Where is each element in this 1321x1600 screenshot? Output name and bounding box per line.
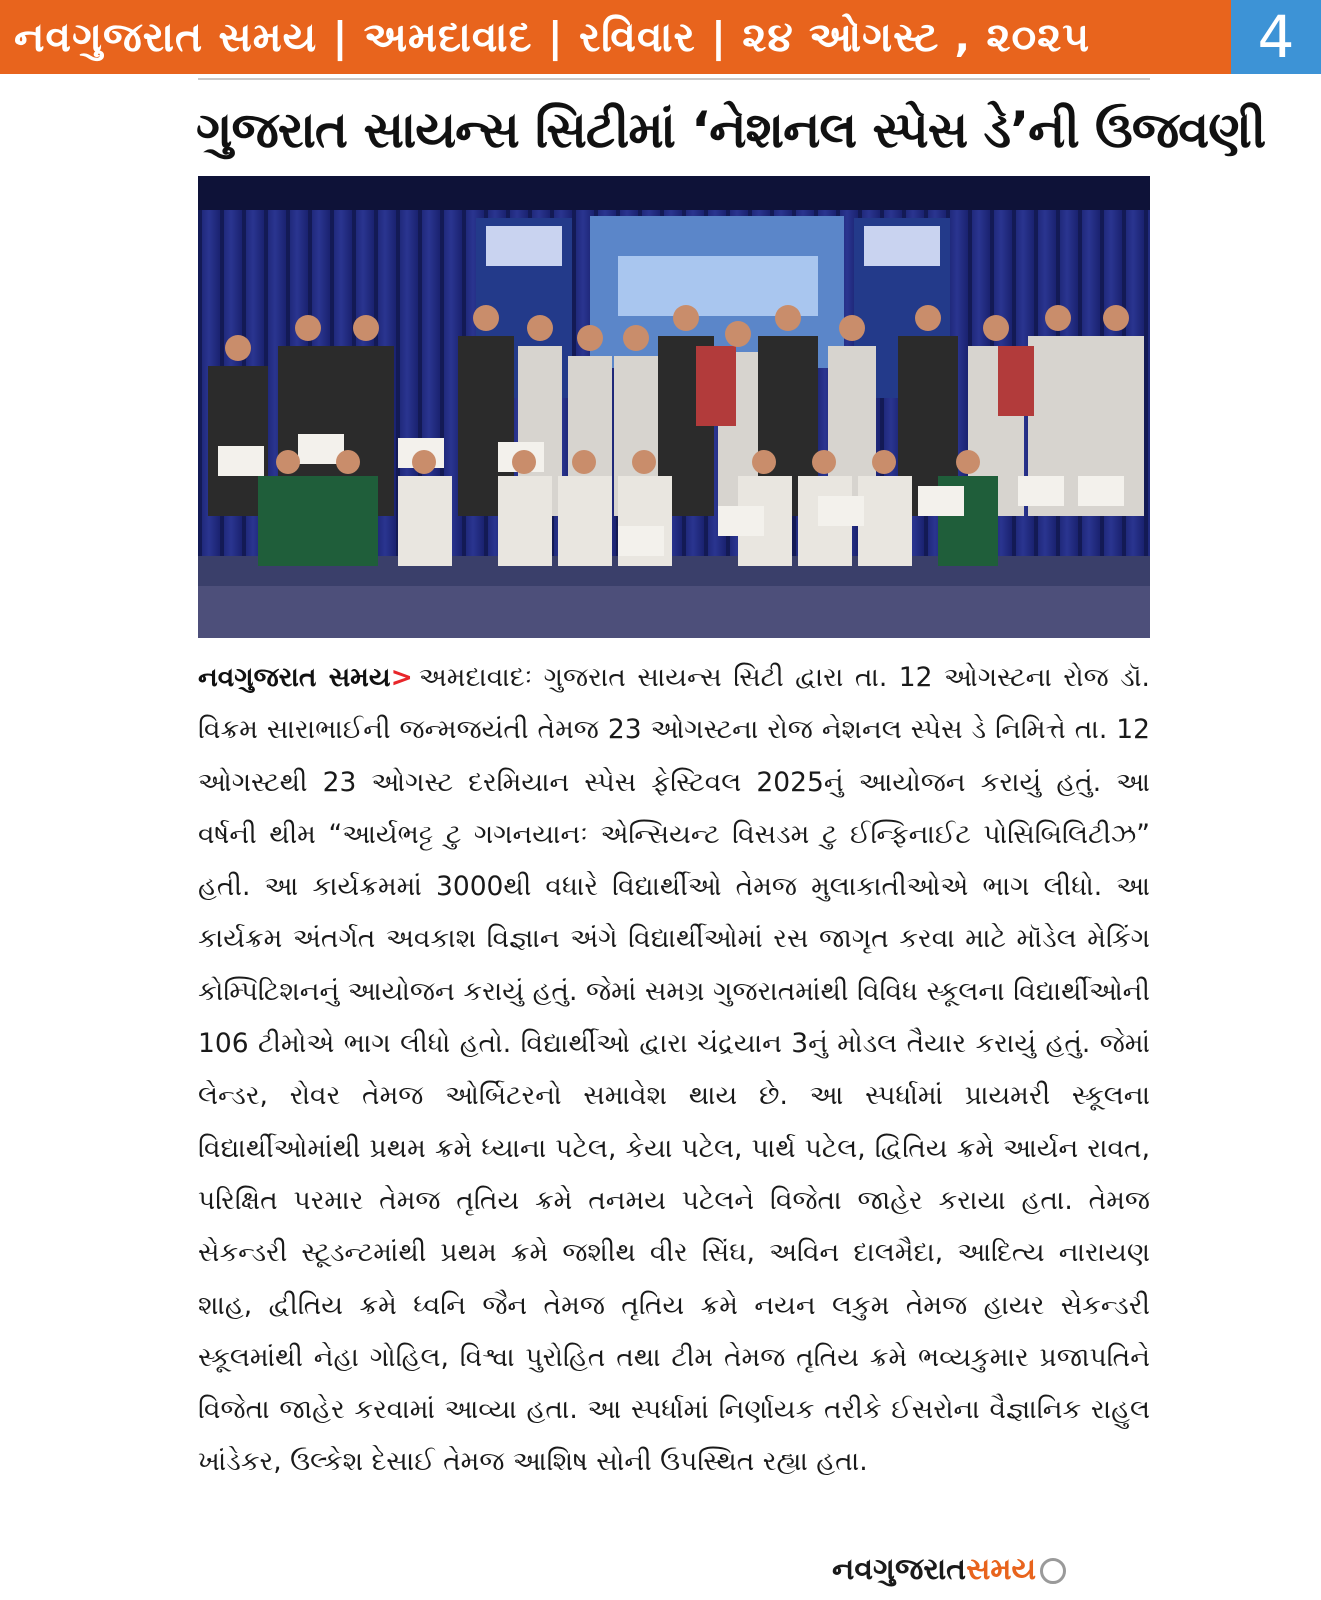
newspaper-signature (832, 1548, 1152, 1592)
page-number-badge: 4 (1231, 0, 1321, 74)
signature-part1: નવગુજરાત (832, 1552, 967, 1587)
dateline-brand: નવગુજરાત સમય (198, 662, 391, 693)
newspaper-logo-icon (1040, 1558, 1066, 1584)
article-photo (198, 176, 1150, 638)
dateline-arrow: > (390, 662, 413, 693)
divider (198, 78, 1150, 80)
article-body (198, 652, 1150, 1592)
article-headline: ગુજરાત સાયન્સ સિટીમાં ‘નેશનલ સ્પેસ ડે’ની ઉજવણી (196, 101, 1266, 159)
group-photo-icon (198, 176, 1150, 638)
signature-part2: સમય (966, 1552, 1037, 1587)
masthead-bar (0, 0, 1321, 74)
masthead-title: નવગુજરાત સમય | અમદાવાદ | રવિવાર | ૨૪ ઓગસ્ટ , ૨૦૨૫ (14, 13, 1091, 61)
article-body-text: અમદાવાદઃ ગુજરાત સાયન્સ સિટી દ્વારા તા. 12 ઓગસ્ટના રોજ ડૉ. વિક્રમ સારાભાઈની જન્મજયંતી તેમજ 23 ઓગસ્ટના રોજ નેશનલ સ્પેસ ડે નિમિત્તે તા. 12 ઓગસ્ટથી 23 ઓગસ્ટ દરમિયાન સ્પેસ ફેસ્ટિવલ 2025નું આયોજન કરાયું હતું. આ વર્ષની થીમ “આર્યભટ્ટ ટુ ગગનયાનઃ એન્સિયન્ટ વિસડમ ટુ ઈન્ફિનાઈટ પોસિબિલિટીઝ” હતી. આ કાર્યક્રમમાં 3000થી વધારે વિદ્યાર્થીઓ તેમજ મુલાકાતીઓએ ભાગ લીધો. આ કાર્યક્રમ અંતર્ગત અવકાશ વિજ્ઞાન અંગે વિદ્યાર્થીઓમાં રસ જાગૃત કરવા માટે મૉડેલ મેકિંગ કોમ્પિટિશનનું આયોજન કરાયું હતું. જેમાં સમગ્ર ગુજરાતમાંથી વિવિધ સ્કૂલના વિદ્યાર્થીઓની 106 ટીમોએ ભાગ લીધો હતો. વિદ્યાર્થીઓ દ્વારા ચંદ્રયાન 3નું મોડલ તૈયાર કરાયું હતું. જેમાં લેન્ડર, રોવર તેમજ ઓર્બિટરનો સમાવેશ થાય છે. આ સ્પર્ધામાં પ્રાયમરી સ્કૂલના વિદ્યાર્થીઓમાંથી પ્રથમ ક્રમે ધ્યાના પટેલ, કેયા પટેલ, પાર્થ પટેલ, દ્વિતિય ક્રમે આર્યન રાવત, પરિક્ષિત પરમાર તેમજ તૃતિય ક્રમે તનમય પટેલને વિજેતા જાહેર કરાયા હતા. તેમજ સેકન્ડરી સ્ટૂડન્ટમાંથી પ્રથમ ક્રમે જશીથ વીર સિંઘ, અવિન દાલમૈદા, આદિત્ય નારાયણ શાહ, દ્વીતિય ક્રમે ધ્વનિ જૈન તેમજ તૃતિય ક્રમે નયન લકુમ તેમજ હાયર સેકન્ડરી સ્કૂલમાંથી નેહા ગોહિલ, વિશ્વા પુરોહિત તથા ટીમ તેમજ તૃતિય ક્રમે ભવ્યકુમાર પ્રજાપતિને વિજેતા જાહેર કરવામાં આવ્યા હતા. આ સ્પર્ધામાં નિર્ણાયક તરીકે ઈસરોના વૈજ્ઞાનિક રાહુલ ખાંડેકર, ઉલ્કેશ દેસાઈ તેમજ આશિષ સોની ઉપસ્થિત રહ્યા હતા. (198, 662, 1150, 1478)
